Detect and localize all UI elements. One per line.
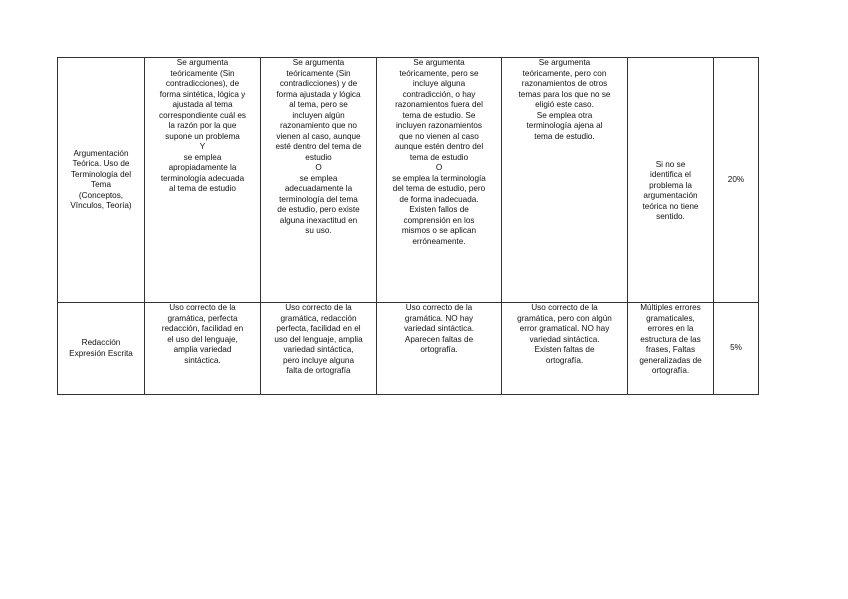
text-line: tema de estudio. Se bbox=[402, 110, 476, 120]
text-line: Se emplea otra bbox=[536, 110, 593, 120]
text-line: Se argumenta bbox=[413, 58, 465, 67]
text-line: (Conceptos, bbox=[78, 190, 124, 200]
text-line: variedad sintáctica. bbox=[529, 334, 600, 344]
text-line: variedad sintáctica, bbox=[283, 345, 354, 354]
text-line: Uso correcto de la bbox=[531, 303, 598, 312]
text-line: perfecta, facilidad en el bbox=[276, 324, 361, 333]
text-line: teóricamente (Sin bbox=[170, 68, 235, 78]
criterion-cell bbox=[58, 303, 145, 395]
text-line: Redacción bbox=[81, 338, 121, 347]
text-line: al tema, pero se bbox=[289, 100, 348, 109]
table-row bbox=[58, 303, 759, 395]
text-line: falta de ortografía bbox=[286, 366, 351, 375]
text-line: forma ajustada y lógica bbox=[276, 89, 361, 99]
text-line: variedad sintáctica. bbox=[403, 324, 475, 333]
rubric-table bbox=[57, 57, 759, 395]
text-line: se emplea la terminología bbox=[392, 173, 486, 183]
text-line: apropiadamente la bbox=[168, 163, 237, 172]
text-line: Teórica. Uso de bbox=[72, 159, 130, 168]
text-line: teóricamente, pero se bbox=[399, 68, 479, 78]
text-line: teóricamente (Sin bbox=[286, 68, 351, 78]
text-line: error gramatical. NO hay bbox=[519, 324, 610, 333]
text-line: teórica no tiene bbox=[642, 201, 699, 211]
text-line: estructura de las bbox=[640, 334, 701, 344]
text-line: Uso correcto de la bbox=[405, 303, 473, 312]
text-line: de estudio, pero existe bbox=[277, 205, 360, 214]
text-line: identifica el bbox=[650, 170, 691, 179]
text-line: supone un problema bbox=[165, 131, 240, 141]
text-line: alguna inexactitud en bbox=[279, 215, 358, 225]
text-line: Existen fallos de bbox=[409, 205, 469, 214]
text-line: correspondiente cuál es bbox=[159, 110, 246, 120]
text-line: Y bbox=[199, 142, 206, 151]
text-line: estudio bbox=[305, 152, 332, 162]
level-cell-2 bbox=[261, 303, 377, 395]
text-line: razonamientos de otros bbox=[521, 79, 608, 88]
text-line: incluye alguna bbox=[412, 79, 466, 88]
text-line: Aparecen faltas de bbox=[404, 334, 474, 344]
text-line: Se argumenta bbox=[538, 58, 591, 67]
text-line: contradicciones) y de bbox=[279, 79, 358, 88]
text-line: argumentación bbox=[643, 191, 698, 200]
level-cell-3 bbox=[377, 303, 502, 395]
text-line: gramática, perfecta bbox=[167, 313, 238, 323]
text-line: tema de estudio bbox=[409, 152, 469, 162]
text-line: sentido. bbox=[656, 212, 685, 221]
level-cell-5 bbox=[628, 303, 714, 395]
criterion-cell bbox=[58, 58, 145, 303]
text-line: amplia variedad bbox=[173, 345, 232, 354]
text-line: su uso. bbox=[305, 226, 332, 235]
text-line: Terminología del bbox=[70, 169, 132, 179]
text-line: uso del lenguaje, amplia bbox=[274, 334, 363, 344]
text-line: terminología adecuada bbox=[160, 173, 245, 183]
text-line: que no vienen al caso bbox=[399, 131, 479, 141]
text-line: Uso correcto de la bbox=[169, 303, 236, 312]
text-line: terminología ajena al bbox=[526, 121, 603, 130]
text-line: forma sintética, lógica y bbox=[159, 89, 246, 99]
text-line: se emplea bbox=[299, 173, 338, 183]
text-line: Uso correcto de la bbox=[285, 303, 352, 312]
text-line: razonamiento que no bbox=[280, 121, 357, 130]
text-line: temas para los que no se bbox=[518, 89, 611, 99]
level-cell-1 bbox=[145, 58, 261, 303]
text-line: errores en la bbox=[647, 324, 694, 333]
text-line: sintáctica. bbox=[184, 355, 221, 365]
text-line: generalizadas de bbox=[639, 355, 702, 365]
text-line: frases, Faltas bbox=[645, 345, 696, 354]
text-line: redacción, facilidad en bbox=[161, 324, 244, 333]
text-line: Expresión Escrita bbox=[69, 348, 133, 358]
text-line: al tema de estudio bbox=[169, 184, 236, 193]
text-line: razonamientos fuera del bbox=[395, 100, 483, 109]
table-row bbox=[58, 58, 759, 303]
text-line: el uso del lenguaje, bbox=[167, 334, 238, 344]
text-line: Argumentación bbox=[73, 148, 129, 158]
text-line: incluyen algún bbox=[292, 110, 345, 120]
text-line: del tema de estudio, pero bbox=[392, 184, 486, 193]
text-line: vienen al caso, aunque bbox=[276, 131, 361, 141]
weight-cell: 20% bbox=[714, 58, 759, 303]
level-cell-2 bbox=[261, 58, 377, 303]
text-line: adecuadamente la bbox=[284, 184, 353, 193]
level-cell-3 bbox=[377, 58, 502, 303]
level-cell-5 bbox=[628, 58, 714, 303]
text-line: Tema bbox=[90, 180, 112, 189]
text-line: pero incluye alguna bbox=[282, 355, 354, 365]
text-line: eligió este caso. bbox=[535, 100, 594, 109]
text-line: ajustada al tema bbox=[172, 100, 233, 109]
text-line: esté dentro del tema de bbox=[275, 142, 362, 151]
level-cell-1 bbox=[145, 303, 261, 395]
text-line: Múltiples errores bbox=[640, 303, 701, 312]
text-line: gramática, redacción bbox=[280, 313, 357, 323]
text-line: contradicción, o hay bbox=[402, 89, 476, 99]
text-line: la razón por la que bbox=[168, 121, 237, 130]
text-line: teóricamente, pero con bbox=[522, 68, 607, 78]
text-line: terminología del tema bbox=[279, 194, 358, 204]
text-line: Se argumenta bbox=[176, 58, 229, 67]
text-line: erróneamente. bbox=[412, 236, 466, 246]
text-line: incluyen razonamientos bbox=[395, 121, 483, 130]
text-line: O bbox=[435, 163, 443, 172]
text-line: Se argumenta bbox=[292, 58, 345, 67]
text-line: problema la bbox=[649, 180, 692, 190]
text-line: se emplea bbox=[183, 152, 222, 162]
text-line: gramática, pero con algún bbox=[517, 313, 612, 323]
level-cell-4 bbox=[502, 303, 628, 395]
text-line: mismos o se aplican bbox=[401, 226, 477, 235]
text-line: gramaticales, bbox=[646, 313, 695, 323]
text-line: comprensión en los bbox=[403, 215, 475, 225]
text-line: Si no se bbox=[655, 159, 686, 169]
text-line: ortografía. bbox=[545, 355, 584, 365]
text-line: gramática. NO hay bbox=[404, 313, 474, 323]
text-line: contradicciones), de bbox=[165, 79, 240, 88]
text-line: ortografía. bbox=[420, 345, 458, 354]
text-line: de forma inadecuada. bbox=[399, 194, 479, 204]
text-line: Vínculos, Teoría) bbox=[70, 201, 132, 210]
text-line: O bbox=[315, 163, 322, 172]
level-cell-4 bbox=[502, 58, 628, 303]
text-line: tema de estudio. bbox=[534, 131, 595, 141]
text-line: aunque estén dentro del bbox=[394, 142, 484, 151]
weight-cell: 5% bbox=[714, 303, 759, 395]
text-line: Existen faltas de bbox=[534, 345, 595, 354]
text-line: ortografía. bbox=[651, 366, 690, 375]
